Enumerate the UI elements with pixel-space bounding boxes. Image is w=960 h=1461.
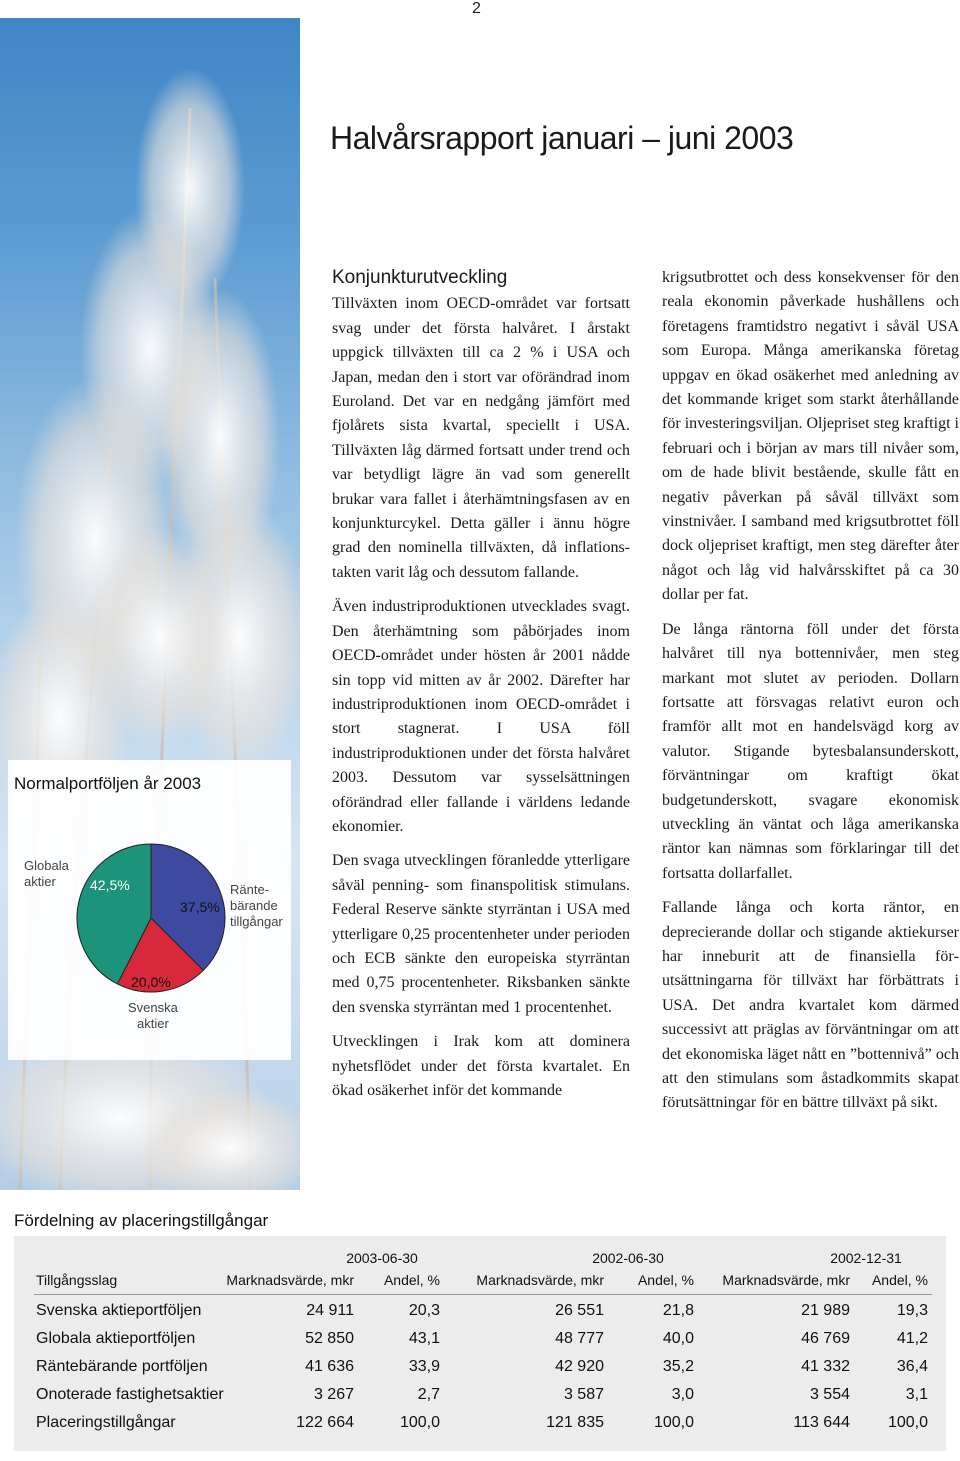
cell: 2,7 bbox=[417, 1386, 440, 1403]
cell: 48 777 bbox=[555, 1330, 604, 1347]
cell: 100,0 bbox=[399, 1414, 440, 1431]
paragraph: Tillväxten inom OECD-området var fortsatt svag under det första halvåret. I årstakt uppgick tillväxten till ca 2 % i USA och Japan, medan den i stort var oförändrad inom Euroland. Det var en nedgång jämfört med fjolårets sista kvartal, speciellt i USA. Tillväxten låg därmed fortsatt under trend och var betydligt lägre än vad som generellt brukar vara fallet i återhämtningsfasen av en konjunkturcykel. Detta gäller i ännu högre grad den nominella tillväxten, då inflationstakten varit låg och dessutom fallande. bbox=[332, 295, 630, 581]
value-header: Marknadsvärde, mkr bbox=[722, 1272, 850, 1288]
page-title: Halvårsrapport januari – juni 2003 bbox=[330, 120, 794, 156]
value-svenska: 20,0% bbox=[131, 974, 171, 990]
value-header: Marknadsvärde, mkr bbox=[476, 1272, 604, 1288]
cell: 3,1 bbox=[905, 1386, 928, 1403]
paragraph: Den svaga utvecklingen föranledde ytterligare såväl penning- som finanspolitisk stimulans. Federal Reserve sänkte styrräntan i USA med ytterligare 0,25 procentenheter under perioden och ECB sänkte den europeiska styrräntan med 0,75 procentenheter. Riksbanken sänkte den svenska styrräntan med 1 procentenhet. bbox=[332, 852, 630, 1016]
chart-title: Normalportföljen år 2003 bbox=[14, 774, 202, 793]
period-header: 2003-06-30 bbox=[346, 1250, 418, 1266]
cell: 35,2 bbox=[662, 1358, 694, 1375]
table-row-total bbox=[14, 1414, 946, 1442]
cell: 20,3 bbox=[408, 1302, 440, 1319]
cell: 3 587 bbox=[563, 1386, 604, 1403]
table-title: Fördelning av placeringstillgångar bbox=[14, 1211, 269, 1230]
share-header: Andel, % bbox=[637, 1272, 694, 1288]
cell: 33,9 bbox=[408, 1358, 440, 1375]
cell: 21,8 bbox=[662, 1302, 694, 1319]
allocation-table bbox=[14, 1236, 946, 1451]
share-header: Andel, % bbox=[383, 1272, 440, 1288]
header-rule bbox=[34, 1294, 932, 1295]
table-row bbox=[14, 1386, 946, 1414]
row-name: Globala aktieportföljen bbox=[36, 1330, 196, 1347]
paragraph: De långa räntorna föll under det första halvåret till nya bottennivåer, men steg markant mot slutet av perioden. Dollarn fortsatte att försvagas relativt euron och framför allt mot en handelsvägd korg av valutor. Stigande bytesbalansunderskott, förväntningar om kraftigt ökat budgetunderskott, svagare ekonomisk utveckling än väntat och låga amerikanska räntor kan nämnas som förklaringar till det fortsatta dollarfallet. bbox=[662, 620, 959, 882]
cell: 21 989 bbox=[801, 1302, 850, 1319]
paragraph: krigsutbrottet och dess konsekvenser för den reala ekonomin påverkade hushållens och företagens framtidstro negativt i såväl USA som Europa. Många amerikanska företag uppgav en ökad osäkerhet med anledning av det kommande kriget som starkt återhållande för investeringsviljan. Oljepriset steg kraftigt i februari och i början av mars till nivåer som, om de hade blivit bestående, skulle fått en negativ påverkan på såväl tillväxt som vinstnivåer. I samband med krigsutbrottet föll dock oljepriset kraftigt, men steg därefter åter något och låg vid halvårsskiftet på ca 30 dollar per fat. bbox=[662, 269, 959, 604]
row-name: Räntebärande portföljen bbox=[36, 1358, 208, 1375]
cell: 52 850 bbox=[305, 1330, 354, 1347]
cell: 43,1 bbox=[408, 1330, 440, 1347]
value-header: Marknadsvärde, mkr bbox=[226, 1272, 354, 1288]
period-header: 2002-12-31 bbox=[830, 1250, 902, 1266]
cell: 3,0 bbox=[671, 1386, 694, 1403]
page-number: 2 bbox=[472, 0, 481, 17]
share-header: Andel, % bbox=[871, 1272, 928, 1288]
cell: 122 664 bbox=[296, 1414, 354, 1431]
cell: 113 644 bbox=[793, 1414, 850, 1431]
table-row bbox=[14, 1330, 946, 1358]
row-name: Svenska aktieportföljen bbox=[36, 1302, 202, 1319]
pie-chart-panel bbox=[8, 760, 291, 1060]
row-name: Onoterade fastighetsaktier bbox=[36, 1386, 224, 1403]
cell: 42 920 bbox=[555, 1358, 604, 1375]
paragraph: Fallande långa och korta räntor, en deprecierande dollar och stigande aktiekurser har inneburit att de finansiella förutsättningarna för tillväxt har förbättrats i USA. Det andra kvartalet kom därmed successivt att präglas av förväntningar om att det ekonomiska läget nått en ”bottennivå” och att den stimulans som åstadkommits skapat förutsättningar för en bättre tillväxt på sikt. bbox=[662, 899, 959, 1112]
cell: 41,2 bbox=[896, 1330, 928, 1347]
cell: 36,4 bbox=[896, 1358, 928, 1375]
cell: 41 332 bbox=[801, 1358, 850, 1375]
cell: 24 911 bbox=[306, 1302, 354, 1319]
text-column-1 bbox=[332, 266, 630, 1113]
text-column-2 bbox=[662, 266, 959, 1126]
value-ranta: 37,5% bbox=[180, 899, 220, 915]
cell: 46 769 bbox=[801, 1330, 850, 1347]
cell: 26 551 bbox=[555, 1302, 604, 1319]
paragraph: Även industriproduktionen utvecklades svagt. Den återhämtning som påbörjades inom OECD-området under hösten år 2001 nådde sin topp vid mitten av år 2002. Därefter har industriproduktionen inom OECD-området i stort stagnerat. I USA föll industriproduktionen under det första halvåret 2003. Dessutom var sysselsättningen oförändrad eller fallande i världens ledande ekonomier. bbox=[332, 598, 630, 835]
label-svenska-aktier: Svenska aktier bbox=[128, 1000, 178, 1031]
label-globala-aktier: Globala aktier bbox=[24, 858, 69, 889]
paragraph: Utvecklingen i Irak kom att dominera nyhetsflödet under det första kvartalet. En ökad osäkerhet inför det kommande bbox=[332, 1033, 630, 1099]
cell: 41 636 bbox=[305, 1358, 354, 1375]
cell: 3 554 bbox=[809, 1386, 850, 1403]
category-header: Tillgångsslag bbox=[36, 1272, 118, 1288]
value-globala: 42,5% bbox=[90, 877, 130, 893]
period-header: 2002-06-30 bbox=[592, 1250, 664, 1266]
section-heading: Konjunkturutveckling bbox=[332, 267, 508, 288]
cell: 40,0 bbox=[662, 1330, 694, 1347]
table-row bbox=[14, 1358, 946, 1386]
row-name: Placeringstillgångar bbox=[36, 1414, 176, 1431]
table-row bbox=[14, 1302, 946, 1330]
label-rantebarande: Ränte- bärande tillgångar bbox=[230, 882, 283, 929]
cell: 100,0 bbox=[653, 1414, 694, 1431]
cell: 3 267 bbox=[313, 1386, 354, 1403]
cell: 121 835 bbox=[546, 1414, 604, 1431]
cell: 19,3 bbox=[896, 1302, 928, 1319]
cell: 100,0 bbox=[887, 1414, 928, 1431]
